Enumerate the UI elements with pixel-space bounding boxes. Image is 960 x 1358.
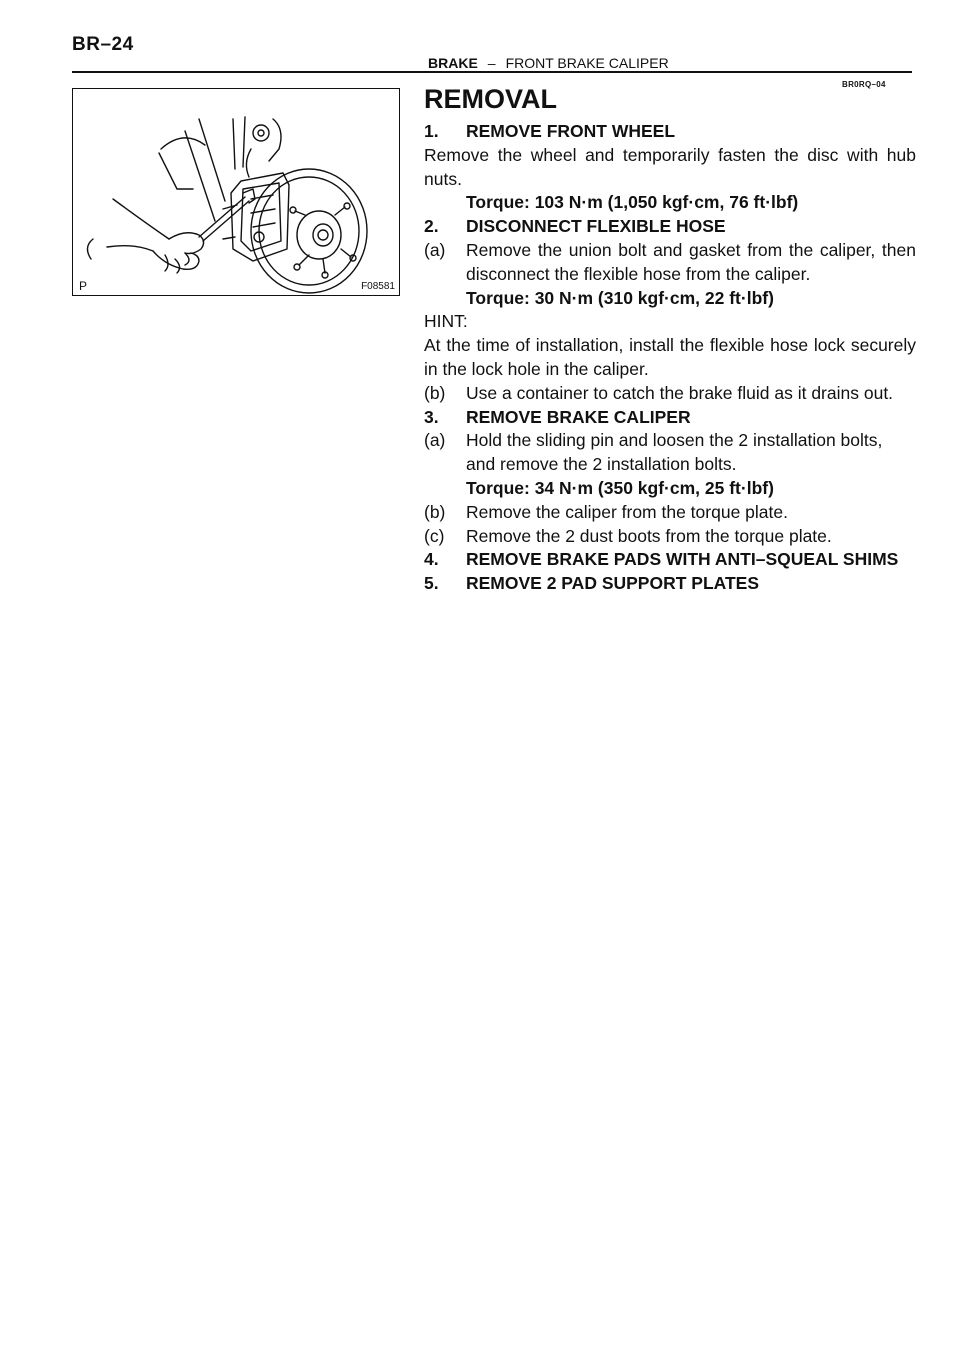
- substep-label: (b): [424, 501, 446, 522]
- step-3-b: [424, 501, 916, 525]
- hint-label: HINT:: [424, 311, 468, 332]
- step-3-a: [424, 429, 916, 477]
- step-heading: REMOVE 2 PAD SUPPORT PLATES: [466, 573, 760, 594]
- removal-procedure: [424, 82, 916, 596]
- step-2-a: [424, 239, 916, 287]
- caliper-removal-figure: [72, 88, 400, 296]
- section-title: [428, 55, 669, 71]
- page-title: REMOVAL: [424, 84, 557, 114]
- step-heading: REMOVE BRAKE PADS WITH ANTI–SQUEAL SHIMS: [466, 549, 899, 570]
- step-1: [424, 120, 916, 144]
- substep-text: Remove the caliper from the torque plate.: [466, 501, 788, 522]
- step-number: 3.: [424, 406, 439, 427]
- step-5: [424, 572, 916, 596]
- step-heading: REMOVE FRONT WHEEL: [466, 121, 676, 141]
- step-heading: DISCONNECT FLEXIBLE HOSE: [466, 216, 726, 237]
- step-3-c: [424, 525, 916, 549]
- substep-label: (c): [424, 525, 445, 546]
- substep-text: Use a container to catch the brake fluid as it drains out.: [466, 382, 894, 403]
- figure-id: F08581: [361, 281, 395, 292]
- document-code: BR0RQ–04: [842, 80, 886, 89]
- step-3-torque: Torque: 34 N·m (350 kgf·cm, 25 ft·lbf): [466, 477, 774, 498]
- substep-label: (a): [424, 239, 446, 260]
- subsection-name: FRONT BRAKE CALIPER: [505, 55, 669, 71]
- step-2-torque: Torque: 30 N·m (310 kgf·cm, 22 ft·lbf): [466, 287, 774, 308]
- step-number: 1.: [424, 121, 439, 141]
- step-number: 4.: [424, 549, 439, 570]
- substep-text: Hold the sliding pin and loosen the 2 installation bolts, and remove the 2 installation bolts.: [466, 430, 883, 475]
- caliper-illustration: [73, 89, 399, 295]
- step-1-torque: Torque: 103 N·m (1,050 kgf·cm, 76 ft·lbf): [466, 192, 799, 213]
- step-3: [424, 406, 916, 430]
- step-2-b: [424, 382, 916, 406]
- step-number: 2.: [424, 216, 439, 237]
- header-rule: [72, 71, 912, 73]
- figure-p-label: P: [79, 279, 88, 293]
- section-name: BRAKE: [428, 55, 478, 71]
- step-4: [424, 548, 916, 572]
- step-heading: REMOVE BRAKE CALIPER: [466, 406, 691, 427]
- substep-label: (b): [424, 382, 446, 403]
- step-2: [424, 215, 916, 239]
- substep-label: (a): [424, 430, 446, 451]
- hint-text: At the time of installation, install the flexible hose lock securely in the lock hole in the caliper.: [424, 335, 916, 379]
- section-dash: –: [487, 55, 496, 71]
- substep-text: Remove the union bolt and gasket from the caliper, then disconnect the flexible hose from the caliper.: [466, 239, 916, 284]
- page-number: BR–24: [72, 34, 134, 55]
- step-number: 5.: [424, 573, 439, 594]
- step-1-text: Remove the wheel and temporarily fasten the disc with hub nuts.: [424, 144, 916, 189]
- substep-text: Remove the 2 dust boots from the torque plate.: [466, 525, 832, 546]
